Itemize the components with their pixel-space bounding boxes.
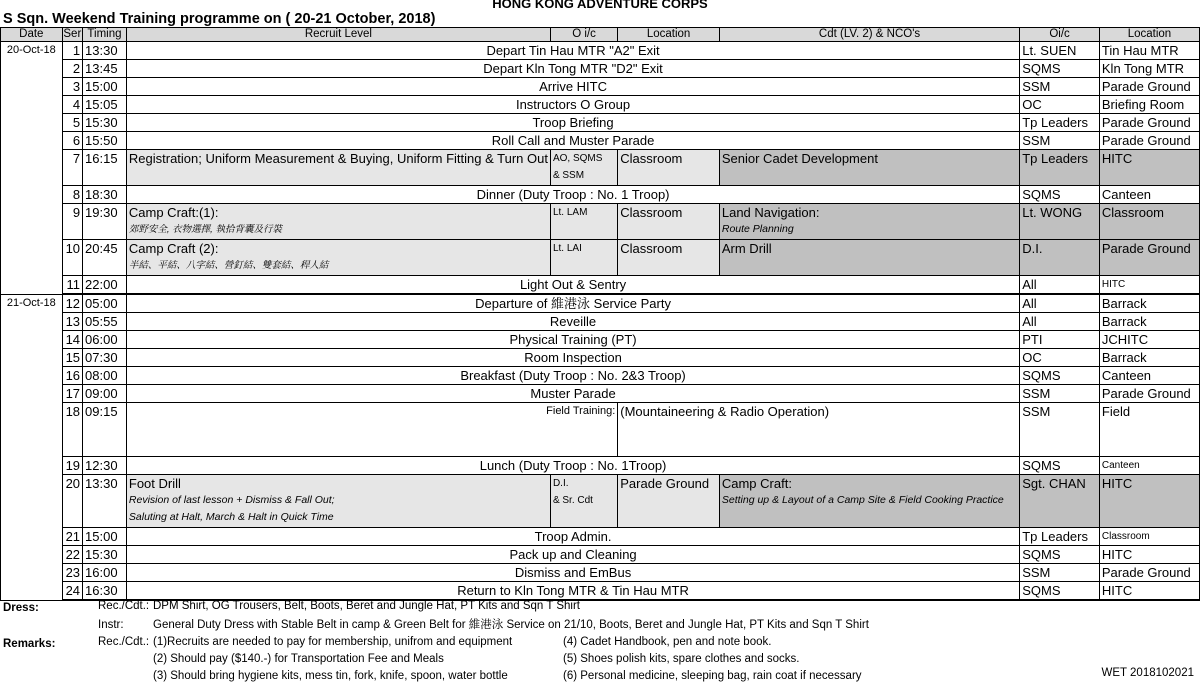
recruit-oic-line: D.I. <box>552 478 569 489</box>
field-training-label: Field Training: <box>126 403 617 457</box>
time-cell: 15:00 <box>83 528 127 546</box>
oic-cell: Lt. WONG <box>1020 204 1100 240</box>
col-location: Location <box>1099 28 1199 42</box>
activity-cell: Departure of 維港泳 Service Party <box>126 294 1019 313</box>
table-row <box>1 403 1200 457</box>
time-cell: 13:30 <box>83 42 127 60</box>
activity-cell: Depart Tin Hau MTR "A2" Exit <box>126 42 1019 60</box>
recruit-oic-line: & Sr. Cdt <box>552 495 593 506</box>
time-cell: 20:45 <box>83 240 127 276</box>
recruit-activity-title: Foot Drill <box>128 476 181 491</box>
table-row <box>1 114 1200 132</box>
activity-cell: Troop Briefing <box>126 114 1019 132</box>
activity-cell: Lunch (Duty Troop : No. 1Troop) <box>126 457 1019 475</box>
remark-item: (5) Shoes polish kits, spare clothes and socks. <box>563 653 800 665</box>
activity-cell: Physical Training (PT) <box>126 331 1019 349</box>
location-cell: Barrack <box>1099 294 1199 313</box>
recruit-activity-cell <box>126 475 550 528</box>
ser-cell: 17 <box>62 385 82 403</box>
oic-cell: Lt. SUEN <box>1020 42 1100 60</box>
recruit-oic-cell <box>550 150 617 186</box>
recruit-activity-title: Camp Craft (2): <box>128 241 219 256</box>
recruit-location-cell: Classroom <box>618 150 720 186</box>
location-cell: Parade Ground <box>1099 564 1199 582</box>
location-cell: Classroom <box>1099 204 1199 240</box>
ser-cell: 6 <box>62 132 82 150</box>
oic-cell: SSM <box>1020 564 1100 582</box>
location-cell: JCHITC <box>1099 331 1199 349</box>
oic-cell: Tp Leaders <box>1020 528 1100 546</box>
time-cell: 15:00 <box>83 78 127 96</box>
col-recruit-level: Recruit Level <box>126 28 550 42</box>
recruit-oic-cell <box>550 475 617 528</box>
document-code: WET 2018102021 <box>1101 667 1194 679</box>
remark-item: (1)Recruits are needed to pay for membership, unifrom and equipment <box>153 636 513 648</box>
time-cell: 06:00 <box>83 331 127 349</box>
location-cell: Canteen <box>1099 457 1199 475</box>
remarks-label: Remarks: <box>3 638 56 650</box>
activity-cell: Instructors O Group <box>126 96 1019 114</box>
ser-cell: 9 <box>62 204 82 240</box>
cadet-activity-note: Route Planning <box>721 223 794 235</box>
oic-cell: Sgt. CHAN <box>1020 475 1100 528</box>
location-cell: Briefing Room <box>1099 96 1199 114</box>
dress-label: Dress: <box>3 602 39 614</box>
location-cell: HITC <box>1099 475 1199 528</box>
time-cell: 22:00 <box>83 276 127 295</box>
recruit-oic-cell: Lt. LAM <box>550 204 617 240</box>
location-cell: Canteen <box>1099 186 1199 204</box>
ser-cell: 5 <box>62 114 82 132</box>
schedule-table <box>0 27 1200 601</box>
table-row <box>1 457 1200 475</box>
table-row <box>1 528 1200 546</box>
table-row <box>1 367 1200 385</box>
location-cell: Kln Tong MTR <box>1099 60 1199 78</box>
date-cell: 21-Oct-18 <box>1 294 63 600</box>
oic-cell: OC <box>1020 349 1100 367</box>
ser-cell: 20 <box>62 475 82 528</box>
page-title: S Sqn. Weekend Training programme on ( 20-21 October, 2018) <box>3 11 436 27</box>
activity-cell: Depart Kln Tong MTR "D2" Exit <box>126 60 1019 78</box>
recruit-location-cell: Parade Ground <box>618 475 720 528</box>
recruit-activity-title: Camp Craft:(1): <box>128 205 219 220</box>
ser-cell: 13 <box>62 313 82 331</box>
table-row <box>1 313 1200 331</box>
table-row <box>1 276 1200 295</box>
table-row <box>1 132 1200 150</box>
remark-item: (4) Cadet Handbook, pen and note book. <box>563 636 772 648</box>
oic-cell: All <box>1020 276 1100 295</box>
table-row <box>1 385 1200 403</box>
col-timing: Timing <box>83 28 127 42</box>
oic-cell: SQMS <box>1020 367 1100 385</box>
table-row <box>1 564 1200 582</box>
table-row <box>1 204 1200 240</box>
oic-cell: SQMS <box>1020 186 1100 204</box>
oic-cell: SQMS <box>1020 60 1100 78</box>
ser-cell: 16 <box>62 367 82 385</box>
location-cell: HITC <box>1099 546 1199 564</box>
table-row <box>1 349 1200 367</box>
table-row <box>1 240 1200 276</box>
cadet-activity-cell <box>719 475 1019 528</box>
activity-cell: Muster Parade <box>126 385 1019 403</box>
time-cell: 16:00 <box>83 564 127 582</box>
oic-cell: OC <box>1020 96 1100 114</box>
oic-cell: All <box>1020 294 1100 313</box>
time-cell: 09:15 <box>83 403 127 457</box>
time-cell: 15:30 <box>83 546 127 564</box>
time-cell: 18:30 <box>83 186 127 204</box>
recruit-oic-cell: Lt. LAI <box>550 240 617 276</box>
oic-cell: SSM <box>1020 132 1100 150</box>
ser-cell: 22 <box>62 546 82 564</box>
oic-cell: D.I. <box>1020 240 1100 276</box>
activity-cell: Return to Kln Tong MTR & Tin Hau MTR <box>126 582 1019 601</box>
time-cell: 12:30 <box>83 457 127 475</box>
col-date: Date <box>1 28 63 42</box>
header-row <box>1 28 1200 42</box>
recruit-location-cell: Classroom <box>618 240 720 276</box>
ser-cell: 7 <box>62 150 82 186</box>
table-row <box>1 186 1200 204</box>
remark-item: (6) Personal medicine, sleeping bag, rain coat if necessary <box>563 670 862 682</box>
recruit-oic-line: & SSM <box>552 170 585 181</box>
ser-cell: 21 <box>62 528 82 546</box>
time-cell: 15:05 <box>83 96 127 114</box>
recruit-oic-line: AO, SQMS <box>552 153 603 164</box>
remark-item: (2) Should pay ($140.-) for Transportation Fee and Meals <box>153 653 444 665</box>
dress-instr-text: General Duty Dress with Stable Belt in camp & Green Belt for 維港泳 Service on 21/10, Boots, Beret and Jungle Hat, PT Kits and Sqn T Shirt <box>153 619 869 631</box>
recruit-activity-cell <box>126 204 550 240</box>
activity-cell: Dismiss and EmBus <box>126 564 1019 582</box>
location-cell: Field <box>1099 403 1199 457</box>
recruit-activity-note: 半結、平結、八字結、營釘結、雙套結、稈人結 <box>128 260 329 271</box>
time-cell: 16:30 <box>83 582 127 601</box>
ser-cell: 14 <box>62 331 82 349</box>
ser-cell: 10 <box>62 240 82 276</box>
location-cell: Barrack <box>1099 349 1199 367</box>
activity-cell: (Mountaineering & Radio Operation) <box>618 403 1020 457</box>
ser-cell: 8 <box>62 186 82 204</box>
location-cell: HITC <box>1099 582 1199 601</box>
ser-cell: 18 <box>62 403 82 457</box>
oic-cell: SSM <box>1020 385 1100 403</box>
table-row <box>1 60 1200 78</box>
oic-cell: SSM <box>1020 403 1100 457</box>
activity-cell: Reveille <box>126 313 1019 331</box>
location-cell: Barrack <box>1099 313 1199 331</box>
location-cell: Parade Ground <box>1099 385 1199 403</box>
cadet-activity-title: Land Navigation: <box>721 205 820 220</box>
col-recruit-location: Location <box>618 28 720 42</box>
time-cell: 09:00 <box>83 385 127 403</box>
activity-cell: Troop Admin. <box>126 528 1019 546</box>
org-name: HONG KONG ADVENTURE CORPS <box>492 0 708 11</box>
oic-cell: Tp Leaders <box>1020 114 1100 132</box>
activity-cell: Room Inspection <box>126 349 1019 367</box>
time-cell: 13:45 <box>83 60 127 78</box>
activity-cell: Light Out & Sentry <box>126 276 1019 295</box>
time-cell: 07:30 <box>83 349 127 367</box>
table-row <box>1 78 1200 96</box>
ser-cell: 23 <box>62 564 82 582</box>
table-row <box>1 294 1200 313</box>
activity-cell: Pack up and Cleaning <box>126 546 1019 564</box>
ser-cell: 11 <box>62 276 82 295</box>
activity-cell: Dinner (Duty Troop : No. 1 Troop) <box>126 186 1019 204</box>
oic-cell: SSM <box>1020 78 1100 96</box>
remarks-rec-label: Rec./Cdt.: <box>98 636 150 648</box>
table-row <box>1 42 1200 60</box>
location-cell: Canteen <box>1099 367 1199 385</box>
col-cadet-level: Cdt (LV. 2) & NCO's <box>719 28 1019 42</box>
time-cell: 15:50 <box>83 132 127 150</box>
cadet-activity-note: Setting up & Layout of a Camp Site & Field Cooking Practice <box>721 494 1004 506</box>
recruit-activity-note: Saluting at Halt, March & Halt in Quick Time <box>128 511 334 523</box>
ser-cell: 1 <box>62 42 82 60</box>
location-cell: HITC <box>1099 150 1199 186</box>
col-recruit-oic: O i/c <box>550 28 617 42</box>
dress-instr-label: Instr: <box>98 619 124 631</box>
table-row <box>1 150 1200 186</box>
dress-rec-label: Rec./Cdt.: <box>98 600 150 612</box>
activity-cell: Breakfast (Duty Troop : No. 2&3 Troop) <box>126 367 1019 385</box>
ser-cell: 24 <box>62 582 82 601</box>
table-row <box>1 96 1200 114</box>
table-row <box>1 475 1200 528</box>
ser-cell: 3 <box>62 78 82 96</box>
time-cell: 13:30 <box>83 475 127 528</box>
ser-cell: 2 <box>62 60 82 78</box>
location-cell: Parade Ground <box>1099 240 1199 276</box>
time-cell: 19:30 <box>83 204 127 240</box>
recruit-activity-note: Revision of last lesson + Dismiss & Fall Out; <box>128 494 335 506</box>
date-cell: 20-Oct-18 <box>1 42 63 295</box>
recruit-activity-cell: Registration; Uniform Measurement & Buying, Uniform Fitting & Turn Out <box>126 150 550 186</box>
recruit-activity-cell <box>126 240 550 276</box>
ser-cell: 15 <box>62 349 82 367</box>
ser-cell: 12 <box>62 294 82 313</box>
oic-cell: PTI <box>1020 331 1100 349</box>
location-cell: HITC <box>1099 276 1199 295</box>
location-cell: Parade Ground <box>1099 78 1199 96</box>
oic-cell: Tp Leaders <box>1020 150 1100 186</box>
oic-cell: SQMS <box>1020 546 1100 564</box>
location-cell: Parade Ground <box>1099 132 1199 150</box>
time-cell: 05:55 <box>83 313 127 331</box>
oic-cell: All <box>1020 313 1100 331</box>
time-cell: 16:15 <box>83 150 127 186</box>
activity-cell: Roll Call and Muster Parade <box>126 132 1019 150</box>
col-oic: Oi/c <box>1020 28 1100 42</box>
ser-cell: 4 <box>62 96 82 114</box>
recruit-activity-note: 郊野安全, 衣物選擇, 執拾背囊及行裝 <box>128 224 282 235</box>
location-cell: Tin Hau MTR <box>1099 42 1199 60</box>
dress-rec-text: DPM Shirt, OG Trousers, Belt, Boots, Beret and Jungle Hat, PT Kits and Sqn T Shirt <box>153 600 580 612</box>
cadet-activity-cell: Arm Drill <box>719 240 1019 276</box>
recruit-location-cell: Classroom <box>618 204 720 240</box>
time-cell: 15:30 <box>83 114 127 132</box>
cadet-activity-cell: Senior Cadet Development <box>719 150 1019 186</box>
cadet-activity-cell <box>719 204 1019 240</box>
oic-cell: SQMS <box>1020 582 1100 601</box>
activity-cell: Arrive HITC <box>126 78 1019 96</box>
remark-item: (3) Should bring hygiene kits, mess tin, fork, knife, spoon, water bottle <box>153 670 508 682</box>
ser-cell: 19 <box>62 457 82 475</box>
table-row <box>1 546 1200 564</box>
table-row <box>1 331 1200 349</box>
col-ser: Ser <box>63 28 82 40</box>
location-cell: Classroom <box>1099 528 1199 546</box>
time-cell: 05:00 <box>83 294 127 313</box>
oic-cell: SQMS <box>1020 457 1100 475</box>
time-cell: 08:00 <box>83 367 127 385</box>
cadet-activity-title: Camp Craft: <box>721 476 792 491</box>
location-cell: Parade Ground <box>1099 114 1199 132</box>
